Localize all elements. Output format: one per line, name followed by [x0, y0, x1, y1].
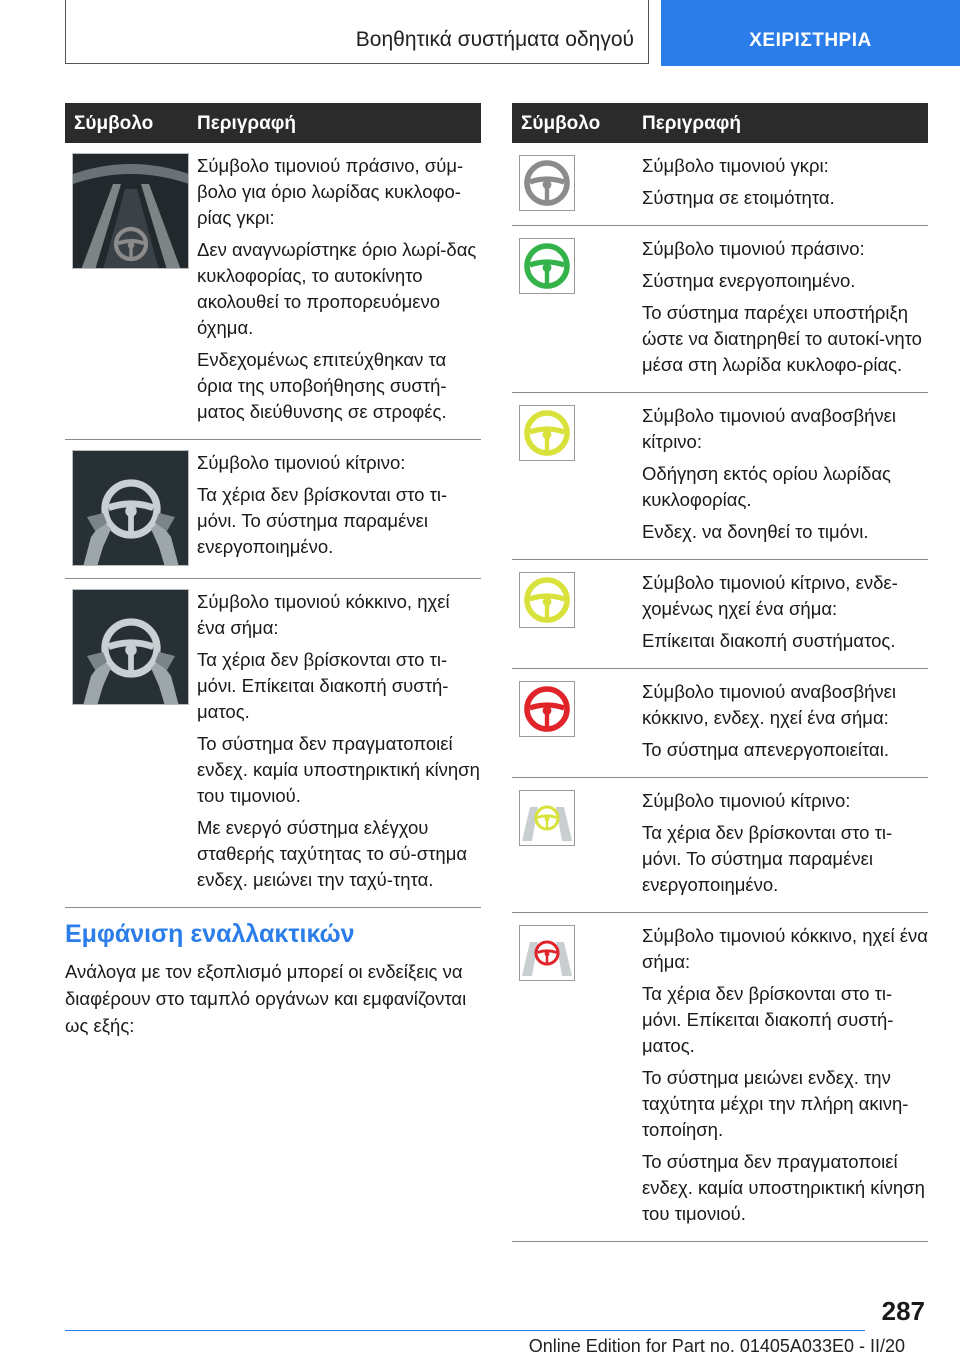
description-paragraph: Επίκειται διακοπή συστήματος.	[642, 630, 896, 651]
page-header	[0, 0, 960, 66]
row-description	[642, 788, 928, 904]
description-paragraph: Με ενεργό σύστημα ελέγχου σταθερής ταχύτητας το σύ-στημα ενδεχ. μειώνει την ταχύ-τητα.	[197, 817, 468, 890]
col-description-header: Περιγραφή	[197, 113, 296, 134]
description-paragraph: Τα χέρια δεν βρίσκονται στο τι-μόνι. Το σύστημα παραμένει ενεργοποιημένο.	[197, 484, 448, 557]
description-paragraph: Ενδεχομένως επιτεύχθηκαν τα όρια της υποβοήθησης συστή-ματος διεύθυνσης σε στροφές.	[197, 349, 447, 422]
table-row	[512, 560, 928, 669]
row-description	[642, 923, 928, 1233]
section-tab	[661, 0, 960, 66]
chapter-title: Βοηθητικά συστήματα οδηγού	[355, 28, 634, 51]
description-paragraph: Σύμβολο τιμονιού γκρι:	[642, 155, 829, 176]
row-description	[197, 153, 481, 431]
steering-wheel-yellow-icon	[519, 572, 575, 628]
row-description	[642, 570, 928, 660]
description-paragraph: Τα χέρια δεν βρίσκονται στο τι-μόνι. Το σύστημα παραμένει ενεργοποιημένο.	[642, 822, 893, 895]
page-number: 287	[881, 1296, 925, 1326]
hands-wheel-red-icon	[519, 925, 575, 981]
table-row	[512, 393, 928, 560]
description-paragraph: Το σύστημα παρέχει υποστήριξη ώστε να διατηρηθεί το αυτοκί-νητο μέσα στη λωρίδα κυκλοφο-ρίας.	[642, 302, 922, 375]
col-symbol-header: Σύμβολο	[521, 113, 601, 134]
description-paragraph: Σύμβολο τιμονιού αναβοσβήνει κόκκινο, ενδεχ. ηχεί ένα σήμα:	[642, 681, 896, 728]
description-paragraph: Το σύστημα δεν πραγματοποιεί ενδεχ. καμία υποστηρικτική κίνηση του τιμονιού.	[642, 1151, 925, 1224]
description-paragraph: Σύμβολο τιμονιού αναβοσβήνει κίτρινο:	[642, 405, 896, 452]
row-description	[642, 153, 928, 217]
row-description	[642, 236, 928, 384]
row-description	[642, 403, 928, 551]
table-row	[512, 226, 928, 393]
table-row	[65, 143, 481, 440]
hands-on-wheel-photo-red-icon	[72, 589, 189, 705]
description-paragraph: Σύμβολο τιμονιού κίτρινο:	[642, 790, 851, 811]
description-paragraph: Το σύστημα δεν πραγματοποιεί ενδεχ. καμία υποστηρικτική κίνηση του τιμονιού.	[197, 733, 480, 806]
description-paragraph: Σύμβολο τιμονιού κίτρινο:	[197, 452, 406, 473]
section-label: ΧΕΙΡΙΣΤΗΡΙΑ	[749, 30, 872, 51]
left-symbol-table	[65, 103, 481, 908]
col-symbol-header: Σύμβολο	[74, 113, 154, 134]
table-row	[512, 669, 928, 778]
footer-rule	[65, 1330, 865, 1331]
row-description	[642, 679, 928, 769]
lane-road-icon	[72, 153, 189, 269]
row-description	[197, 450, 481, 566]
description-paragraph: Ενδεχ. να δονηθεί το τιμόνι.	[642, 521, 869, 542]
description-paragraph: Σύμβολο τιμονιού κίτρινο, ενδε-χομένως ηχεί ένα σήμα:	[642, 572, 898, 619]
right-symbol-table	[512, 103, 928, 1242]
section-body: Ανάλογα με τον εξοπλισμό μπορεί οι ενδείξεις να διαφέρουν στο ταμπλό οργάνων και εμφανίζονται ως εξής:	[65, 961, 467, 1036]
steering-wheel-yellow-icon	[519, 405, 575, 461]
section-title: Εμφάνιση εναλλακτικών	[65, 920, 355, 948]
steering-wheel-gray-icon	[519, 155, 575, 211]
table-row	[65, 440, 481, 579]
table-header	[512, 103, 928, 143]
row-description	[197, 589, 481, 899]
description-paragraph: Το σύστημα απενεργοποιείται.	[642, 739, 889, 760]
edition-text: Online Edition for Part no. 01405A033E0 - II/20	[528, 1336, 905, 1356]
table-row	[512, 913, 928, 1242]
chapter-tab	[65, 0, 649, 64]
description-paragraph: Τα χέρια δεν βρίσκονται στο τι-μόνι. Επίκειται διακοπή συστή-ματος.	[642, 983, 894, 1056]
table-row	[65, 579, 481, 908]
description-paragraph: Τα χέρια δεν βρίσκονται στο τι-μόνι. Επίκειται διακοπή συστή-ματος.	[197, 649, 449, 722]
description-paragraph: Το σύστημα μειώνει ενδεχ. την ταχύτητα μέχρι την πλήρη ακινη-τοποίηση.	[642, 1067, 909, 1140]
table-row	[512, 143, 928, 226]
table-row	[512, 778, 928, 913]
description-paragraph: Σύστημα ενεργοποιημένο.	[642, 270, 856, 291]
description-paragraph: Οδήγηση εκτός ορίου λωρίδας κυκλοφορίας.	[642, 463, 891, 510]
description-paragraph: Σύστημα σε ετοιμότητα.	[642, 187, 835, 208]
table-header	[65, 103, 481, 143]
description-paragraph: Σύμβολο τιμονιού πράσινο:	[642, 238, 865, 259]
description-paragraph: Σύμβολο τιμονιού κόκκινο, ηχεί ένα σήμα:	[197, 591, 450, 638]
hands-wheel-yellow-icon	[519, 790, 575, 846]
col-description-header: Περιγραφή	[642, 113, 741, 134]
description-paragraph: Σύμβολο τιμονιού πράσινο, σύμ-βολο για όριο λωρίδας κυκλοφο-ρίας γκρι:	[197, 155, 464, 228]
steering-wheel-green-icon	[519, 238, 575, 294]
steering-wheel-red-icon	[519, 681, 575, 737]
hands-on-wheel-photo-yellow-icon	[72, 450, 189, 566]
description-paragraph: Σύμβολο τιμονιού κόκκινο, ηχεί ένα σήμα:	[642, 925, 928, 972]
description-paragraph: Δεν αναγνωρίστηκε όριο λωρί-δας κυκλοφορίας, το αυτοκίνητο ακολουθεί το προπορευόμενο όχημα.	[197, 239, 477, 338]
